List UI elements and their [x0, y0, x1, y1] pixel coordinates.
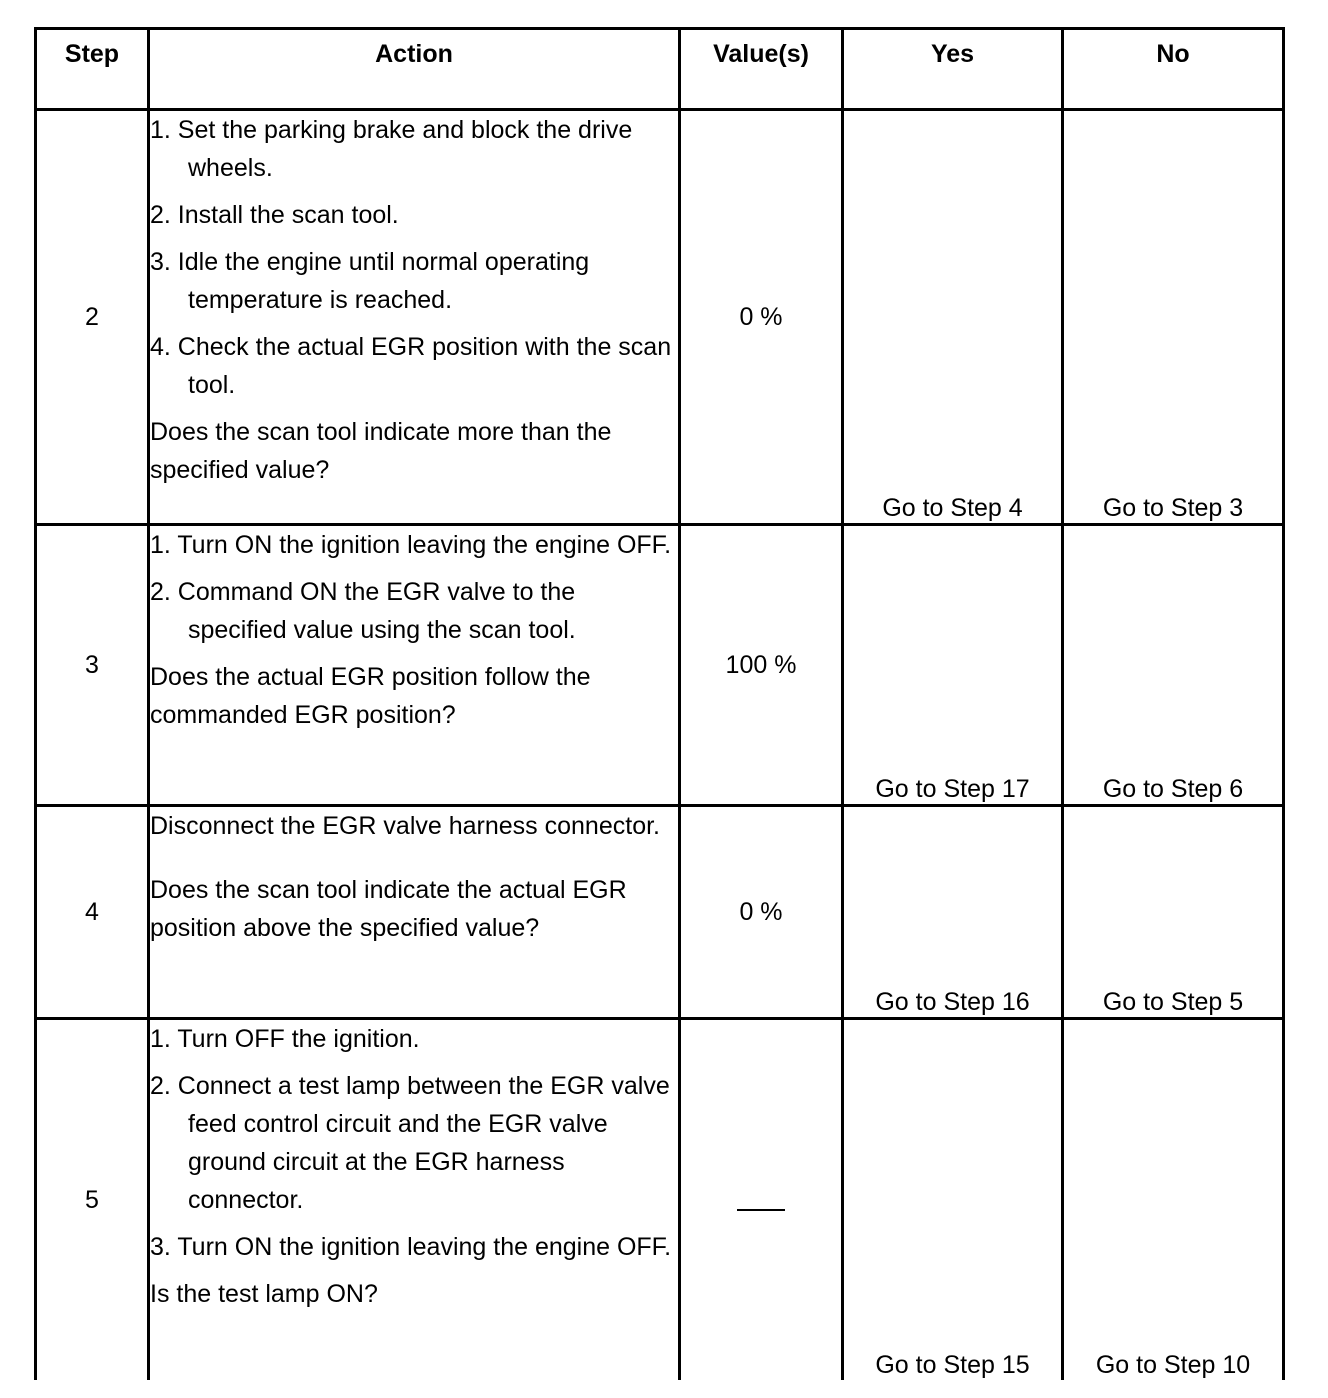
step-number: 3	[36, 525, 149, 806]
header-values: Value(s)	[680, 29, 843, 110]
action-question: Is the test lamp ON?	[150, 1280, 378, 1308]
yes-cell: Go to Step 15	[843, 1019, 1063, 1381]
header-action: Action	[149, 29, 680, 110]
step-number: 2	[36, 110, 149, 525]
action-cell	[149, 806, 680, 1019]
action-cell	[149, 1019, 680, 1381]
header-yes: Yes	[843, 29, 1063, 110]
action-item: 1. Set the parking brake and block the drive wheels.	[150, 116, 633, 182]
action-question: Does the scan tool indicate the actual EGR position above the specified value?	[150, 876, 627, 942]
header-row	[36, 29, 1284, 110]
action-item: 1. Turn OFF the ignition.	[150, 1025, 420, 1053]
step-number: 5	[36, 1019, 149, 1381]
action-item: 4. Check the actual EGR position with the scan tool.	[150, 333, 672, 399]
action-question: Does the scan tool indicate more than the specified value?	[150, 418, 612, 484]
header-no: No	[1063, 29, 1284, 110]
yes-cell: Go to Step 16	[843, 806, 1063, 1019]
no-cell: Go to Step 6	[1063, 525, 1284, 806]
yes-cell: Go to Step 4	[843, 110, 1063, 525]
value-cell: 0 %	[680, 806, 843, 1019]
header-step: Step	[36, 29, 149, 110]
value-cell: 0 %	[680, 110, 843, 525]
action-instruction: Disconnect the EGR valve harness connector.	[150, 812, 660, 840]
action-item: 3. Idle the engine until normal operating temperature is reached.	[150, 248, 590, 314]
table-row	[36, 525, 1284, 806]
action-item: 2. Connect a test lamp between the EGR valve feed control circuit and the EGR valve ground circuit at the EGR harness connector.	[150, 1072, 670, 1214]
table-row	[36, 110, 1284, 525]
yes-cell: Go to Step 17	[843, 525, 1063, 806]
action-cell	[149, 525, 680, 806]
action-cell	[149, 110, 680, 525]
table-row	[36, 806, 1284, 1019]
no-value-dash	[737, 1209, 785, 1211]
no-cell: Go to Step 5	[1063, 806, 1284, 1019]
value-cell	[680, 1019, 843, 1381]
action-item: 1. Turn ON the ignition leaving the engine OFF.	[150, 531, 672, 559]
value-cell: 100 %	[680, 525, 843, 806]
table-row	[36, 1019, 1284, 1381]
no-cell: Go to Step 3	[1063, 110, 1284, 525]
action-item: 3. Turn ON the ignition leaving the engine OFF.	[150, 1233, 672, 1261]
action-item: 2. Install the scan tool.	[150, 201, 399, 229]
step-number: 4	[36, 806, 149, 1019]
action-item: 2. Command ON the EGR valve to the specified value using the scan tool.	[150, 578, 576, 644]
no-cell: Go to Step 10	[1063, 1019, 1284, 1381]
action-question: Does the actual EGR position follow the commanded EGR position?	[150, 663, 591, 729]
diagnostic-table	[34, 27, 1285, 1380]
